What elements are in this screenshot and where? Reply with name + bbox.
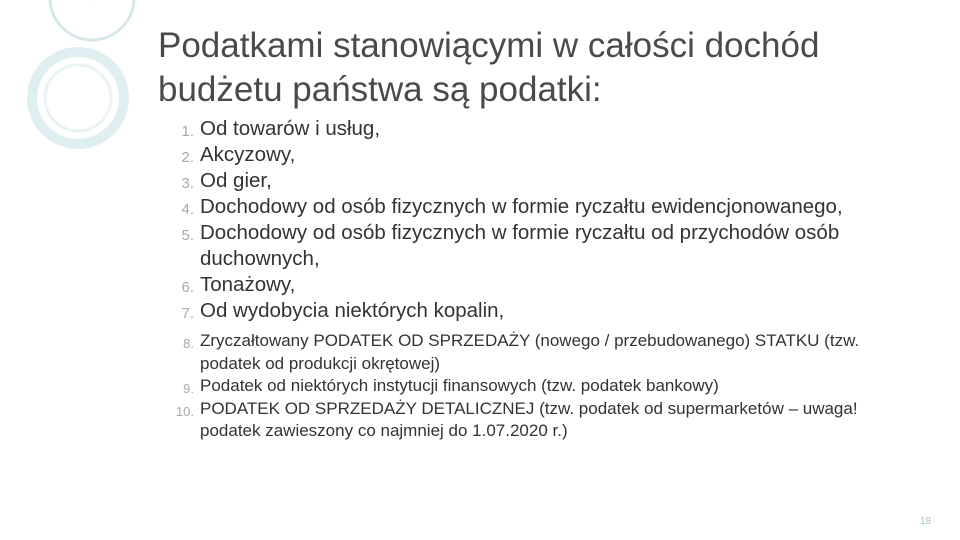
list-number: 10.	[175, 403, 194, 419]
list-item	[160, 272, 920, 298]
list-item-text: Dochodowy od osób fizycznych w formie ryczałtu od przychodów osób duchownych,	[200, 221, 840, 270]
list-item	[160, 220, 920, 272]
page-number: 18	[920, 516, 932, 527]
list-item-text: PODATEK OD SPRZEDAŻY DETALICZNEJ (tzw. podatek od supermarketów – uwaga! podatek zawieszony co najmniej do 1.07.2020 r.)	[200, 398, 858, 440]
tax-list	[160, 116, 920, 443]
list-number: 8.	[183, 336, 194, 351]
list-item-text: Tonażowy,	[200, 273, 296, 296]
list-item-text: Od wydobycia niektórych kopalin,	[200, 299, 505, 322]
list-number: 3.	[181, 175, 194, 192]
list-number: 5.	[181, 227, 194, 244]
slide-title: Podatkami stanowiącymi w całości dochód budżetu państwa są podatki:	[158, 26, 820, 109]
list-item	[160, 168, 920, 194]
list-item	[160, 298, 920, 324]
list-item	[160, 194, 920, 220]
list-item-text: Od gier,	[200, 169, 272, 192]
list-item-text: Podatek od niektórych instytucji finansowych (tzw. podatek bankowy)	[200, 376, 719, 395]
list-number: 2.	[181, 149, 194, 166]
list-number: 9.	[183, 381, 194, 396]
list-item	[160, 330, 920, 375]
list-item-text: Zryczałtowany PODATEK OD SPRZEDAŻY (nowego / przebudowanego) STATKU (tzw. podatek od produkcji okrętowej)	[200, 331, 860, 373]
list-number: 4.	[181, 201, 194, 218]
list-item-text: Akcyzowy,	[200, 143, 296, 166]
list-item-text: Od towarów i usług,	[200, 117, 381, 140]
list-item	[160, 142, 920, 168]
list-number: 1.	[181, 123, 194, 140]
list-item	[160, 375, 920, 398]
list-item	[160, 116, 920, 142]
list-item	[160, 398, 920, 443]
list-number: 6.	[181, 279, 194, 296]
list-item-text: Dochodowy od osób fizycznych w formie ryczałtu ewidencjonowanego,	[200, 195, 843, 218]
decorative-circles	[0, 0, 140, 540]
list-number: 7.	[181, 305, 194, 322]
